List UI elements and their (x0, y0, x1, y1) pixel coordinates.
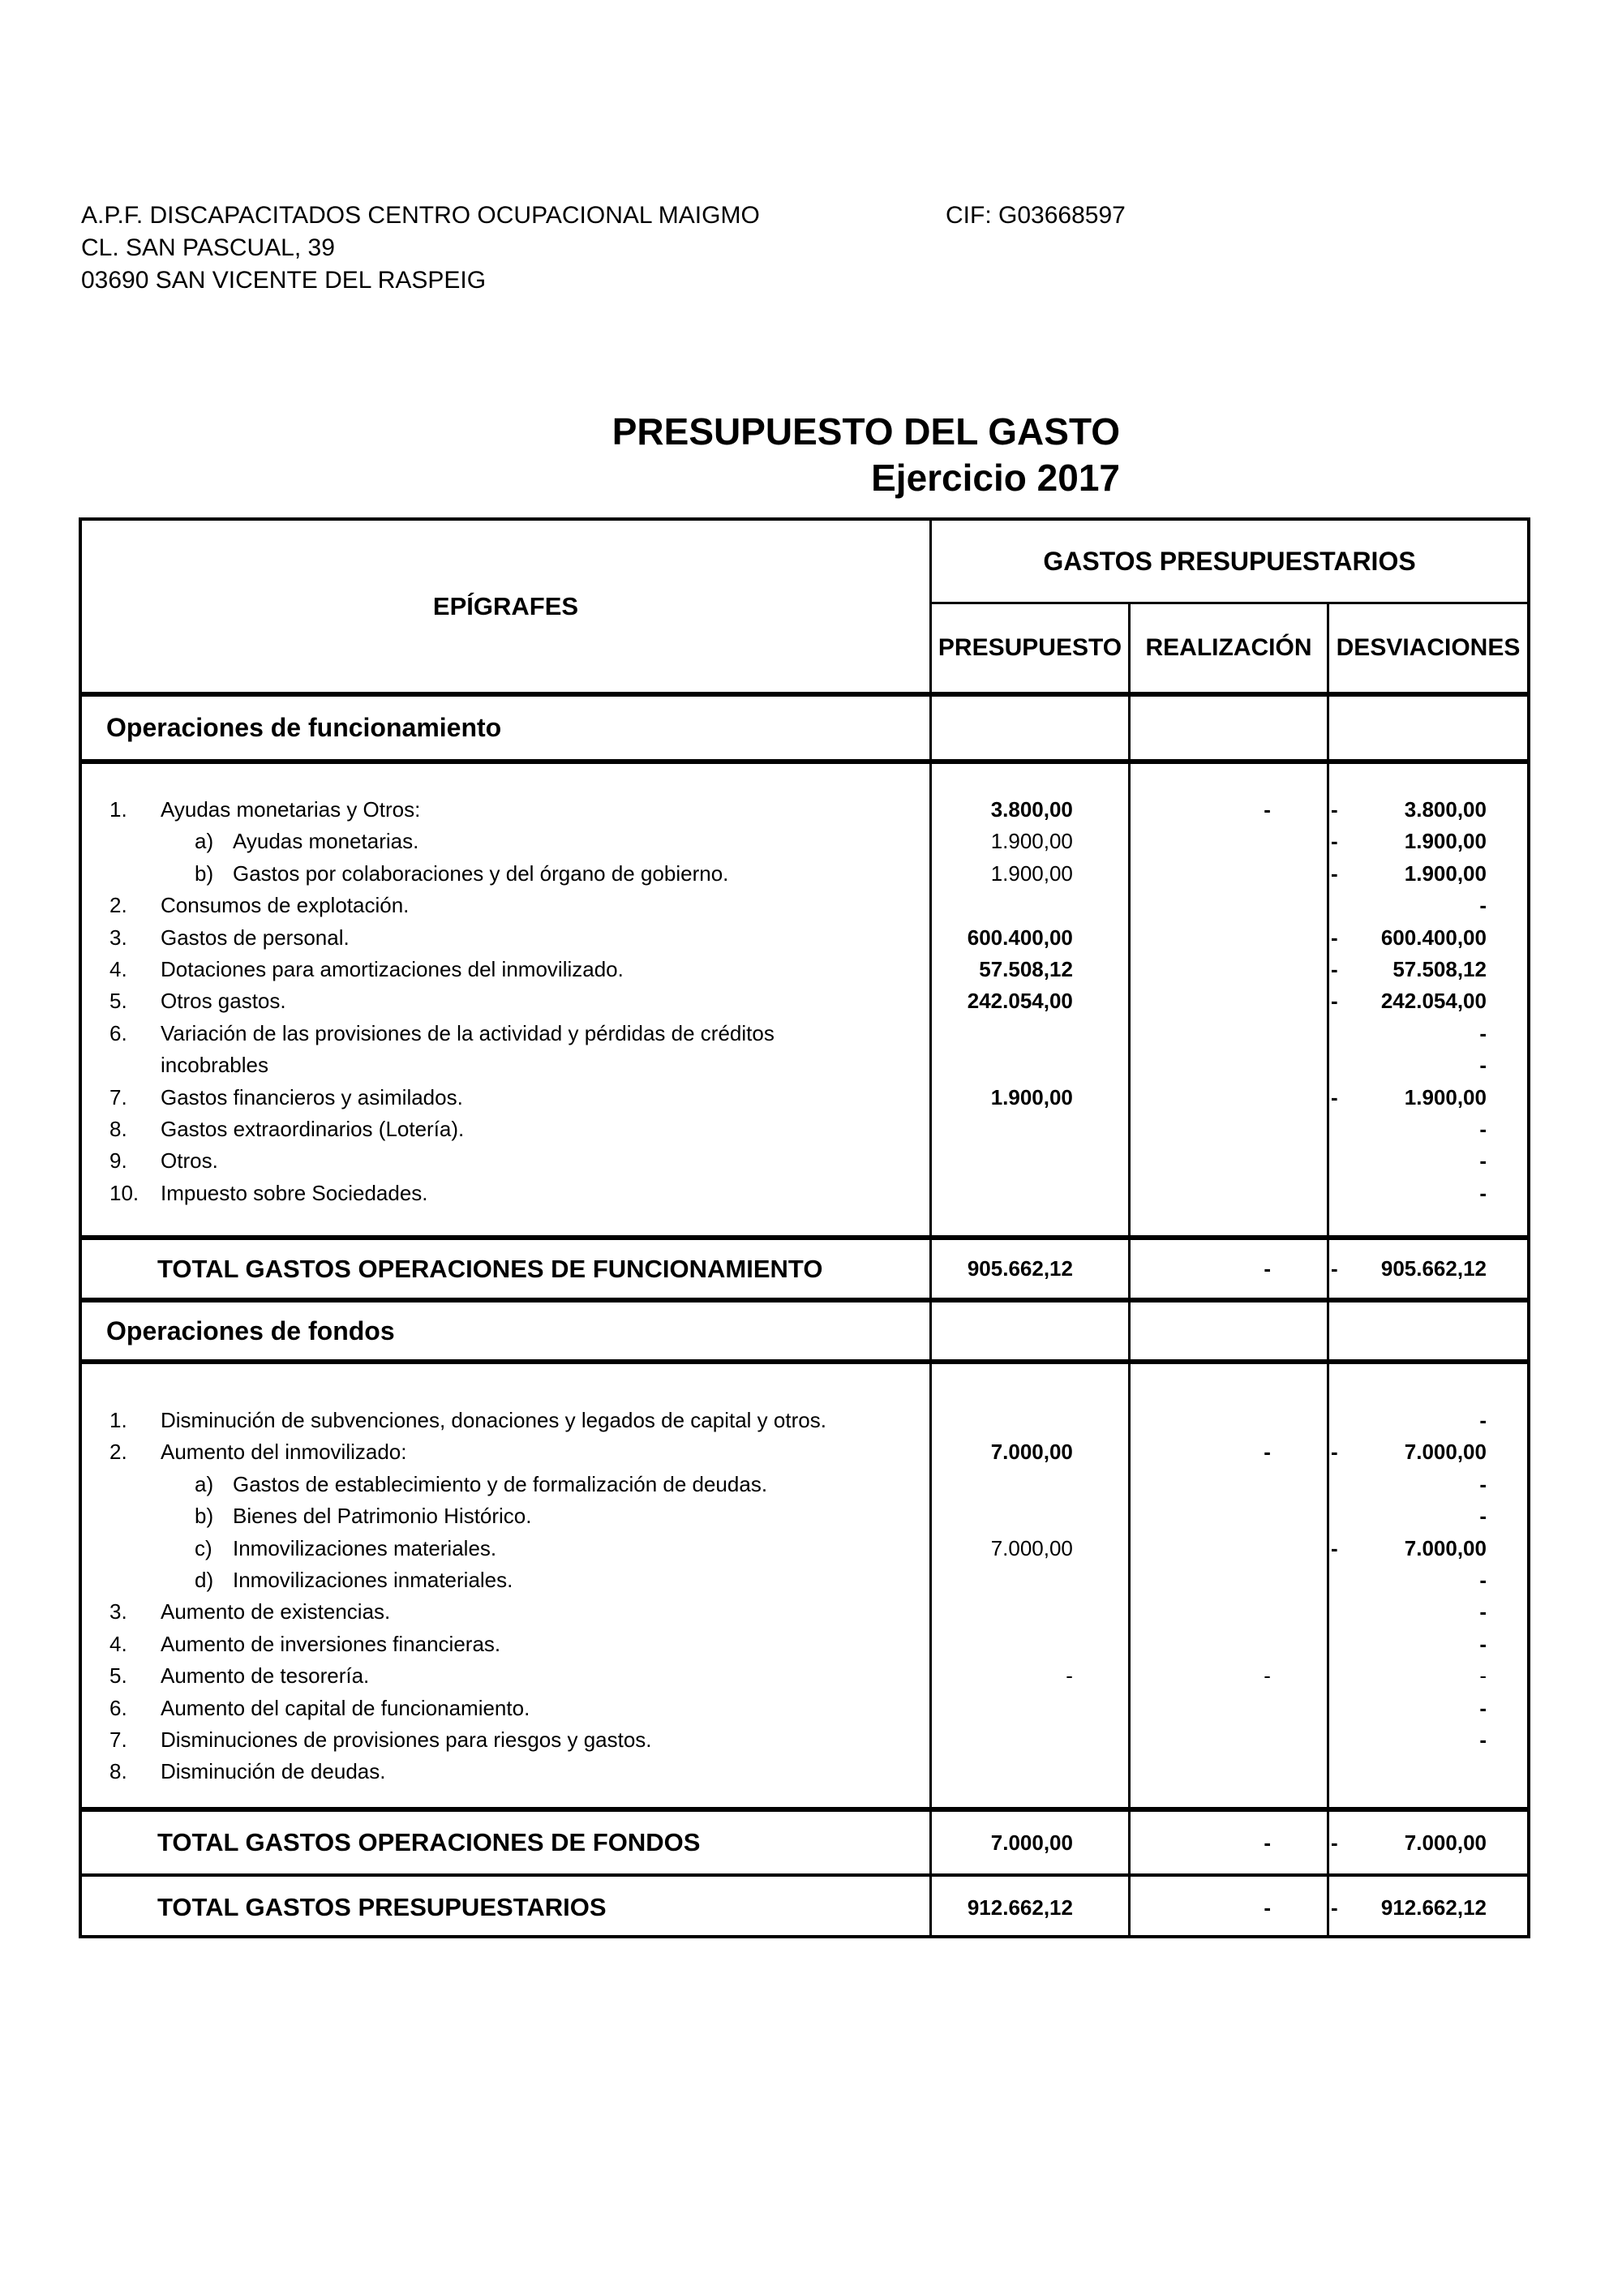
row-number: 3. (109, 1599, 127, 1624)
table-row (82, 1724, 1527, 1756)
section-title-funcionamiento: Operaciones de funcionamiento (106, 713, 502, 742)
table-row (82, 826, 1527, 857)
table-row (82, 985, 1527, 1017)
row-label: Gastos por colaboraciones y del órgano de gobierno. (233, 860, 729, 886)
desviaciones-value: - (1479, 1631, 1487, 1656)
row-label: Gastos de personal. (161, 925, 350, 950)
row-label: Aumento de inversiones financieras. (161, 1631, 501, 1656)
desviaciones-value: 7.000,00 (1404, 1535, 1487, 1560)
desviaciones-value: - (1479, 1663, 1487, 1689)
desviaciones-value: - (1479, 893, 1487, 918)
presupuesto-value: 1.900,00 (990, 860, 1073, 886)
row-number: 7. (109, 1084, 127, 1109)
presupuesto-value: 7.000,00 (990, 1535, 1073, 1560)
table-row (82, 954, 1527, 985)
row-number: 3. (109, 925, 127, 950)
document-title (612, 409, 1120, 501)
desviaciones-dash: - (1330, 925, 1338, 950)
desviaciones-value: - (1479, 1408, 1487, 1432)
header-desviaciones: DESVIACIONES (1336, 634, 1521, 661)
desviaciones-value: 7.000,00 (1404, 1830, 1487, 1855)
table-row (82, 1145, 1527, 1177)
cif-number: CIF: G03668597 (946, 202, 1126, 229)
row-number: 1. (109, 797, 127, 822)
presupuesto-value: 7.000,00 (990, 1830, 1073, 1855)
row-number: c) (195, 1535, 212, 1560)
row-number: b) (195, 860, 214, 886)
row-number: 5. (109, 989, 127, 1014)
row-number: 6. (109, 1695, 127, 1720)
table-row (82, 1082, 1527, 1114)
desviaciones-value: - (1479, 1116, 1487, 1141)
desviaciones-value: 1.900,00 (1404, 860, 1487, 886)
row-label: Ayudas monetarias y Otros: (161, 797, 421, 822)
realizacion-value: - (1264, 1895, 1272, 1920)
presupuesto-value: 57.508,12 (979, 956, 1073, 981)
desviaciones-value: - (1479, 1020, 1487, 1045)
row-label: Aumento del capital de funcionamiento. (161, 1695, 530, 1720)
desviaciones-dash: - (1330, 1084, 1338, 1109)
header-gastos-presupuestarios: GASTOS PRESUPUESTARIOS (1043, 546, 1416, 576)
row-number: 8. (109, 1116, 127, 1141)
budget-table (79, 517, 1530, 1938)
desviaciones-value: - (1479, 1567, 1487, 1592)
desviaciones-value: - (1479, 1148, 1487, 1174)
total-label: TOTAL GASTOS OPERACIONES DE FONDOS (157, 1828, 701, 1856)
desviaciones-dash: - (1330, 1535, 1338, 1560)
desviaciones-dash: - (1331, 1895, 1338, 1920)
desviaciones-value: - (1479, 1599, 1487, 1624)
row-number: d) (195, 1567, 214, 1592)
table-row (82, 1533, 1527, 1564)
row-label: Disminución de subvenciones, donaciones y legados de capital y otros. (161, 1408, 826, 1432)
desviaciones-dash: - (1330, 956, 1338, 981)
row-label: Aumento de existencias. (161, 1599, 391, 1624)
section-title-fondos: Operaciones de fondos (106, 1315, 395, 1345)
org-address: CL. SAN PASCUAL, 39 (81, 234, 335, 261)
row-label: incobrables (161, 1053, 268, 1078)
desviaciones-value: - (1479, 1180, 1487, 1205)
table-row (82, 1756, 1527, 1787)
table-row (82, 1405, 1527, 1436)
presupuesto-value: 242.054,00 (967, 989, 1073, 1014)
table-row (82, 1596, 1527, 1628)
desviaciones-dash: - (1331, 1256, 1338, 1281)
presupuesto-value: 7.000,00 (990, 1440, 1073, 1465)
row-number: a) (195, 829, 214, 854)
org-name-line (81, 200, 1126, 232)
row-label: Gastos de establecimiento y de formalización de deudas. (233, 1471, 768, 1496)
desviaciones-value: 912.662,12 (1380, 1895, 1487, 1920)
row-number: 4. (109, 956, 127, 981)
realizacion-value: - (1264, 1663, 1271, 1689)
presupuesto-value: 600.400,00 (967, 925, 1073, 950)
row-label: Variación de las provisiones de la actividad y pérdidas de créditos (161, 1020, 775, 1045)
desviaciones-value: 7.000,00 (1404, 1440, 1487, 1465)
row-number: 8. (109, 1759, 127, 1784)
title-line-1: PRESUPUESTO DEL GASTO (611, 410, 1120, 453)
header-presupuesto: PRESUPUESTO (938, 634, 1122, 661)
row-label: Consumos de explotación. (161, 893, 410, 918)
desviaciones-dash: - (1330, 1440, 1338, 1465)
org-name: A.P.F. DISCAPACITADOS CENTRO OCUPACIONAL MAIGMO (81, 202, 760, 229)
table-row (82, 1436, 1527, 1468)
header-epigrafes: EPÍGRAFES (432, 591, 579, 620)
desviaciones-dash: - (1331, 1830, 1338, 1855)
row-number: a) (195, 1471, 214, 1496)
row-label: Otros gastos. (161, 989, 286, 1014)
table-row (82, 1469, 1527, 1500)
grand-total-row (82, 1877, 1527, 1938)
section-funcionamiento-rows (82, 759, 1527, 1270)
desviaciones-dash: - (1330, 829, 1338, 854)
table-row (82, 1114, 1527, 1145)
table-row (82, 1500, 1527, 1532)
table-row (82, 1564, 1527, 1596)
row-label: Otros. (161, 1148, 218, 1174)
presupuesto-value: - (1066, 1663, 1073, 1689)
row-label: Disminuciones de provisiones para riesgos y gastos. (161, 1727, 652, 1752)
row-number: 5. (109, 1663, 127, 1689)
desviaciones-value: - (1479, 1053, 1487, 1078)
desviaciones-dash: - (1330, 989, 1338, 1014)
desviaciones-value: 242.054,00 (1380, 989, 1487, 1014)
row-label: Dotaciones para amortizaciones del inmovilizado. (161, 956, 624, 981)
row-number: 10. (109, 1180, 139, 1205)
realizacion-value: - (1264, 1440, 1271, 1465)
section-fondos-rows (82, 1364, 1527, 1848)
table-row (82, 1049, 1527, 1081)
desviaciones-value: 57.508,12 (1392, 956, 1487, 981)
presupuesto-value: 1.900,00 (990, 829, 1073, 854)
row-label: Inmovilizaciones inmateriales. (233, 1567, 513, 1592)
table-row (82, 890, 1527, 921)
row-number: 7. (109, 1727, 127, 1752)
row-label: Gastos extraordinarios (Lotería). (161, 1116, 465, 1141)
presupuesto-value: 1.900,00 (990, 1084, 1073, 1109)
row-label: Bienes del Patrimonio Histórico. (233, 1504, 532, 1529)
row-number: 1. (109, 1408, 127, 1432)
total-label: TOTAL GASTOS OPERACIONES DE FUNCIONAMIENTO (157, 1254, 823, 1283)
desviaciones-dash: - (1330, 797, 1338, 822)
row-label: Aumento del inmovilizado: (161, 1440, 407, 1465)
realizacion-value: - (1264, 1256, 1272, 1281)
total-funcionamiento-row (82, 1240, 1527, 1298)
letterhead (81, 200, 1126, 297)
desviaciones-value: 600.400,00 (1380, 925, 1487, 950)
row-number: 4. (109, 1631, 127, 1656)
header-realizacion: REALIZACIÓN (1145, 634, 1312, 661)
realizacion-value: - (1264, 797, 1271, 822)
title-line-2: Ejercicio 2017 (871, 457, 1120, 499)
table-row (82, 1693, 1527, 1724)
row-label: Aumento de tesorería. (161, 1663, 370, 1689)
row-label: Gastos financieros y asimilados. (161, 1084, 463, 1109)
desviaciones-value: - (1479, 1695, 1487, 1720)
desviaciones-value: - (1479, 1727, 1487, 1752)
table-row (82, 858, 1527, 890)
row-number: 6. (109, 1020, 127, 1045)
realizacion-value: - (1264, 1830, 1272, 1855)
desviaciones-dash: - (1330, 860, 1338, 886)
presupuesto-value: 912.662,12 (967, 1895, 1073, 1920)
desviaciones-value: 1.900,00 (1404, 1084, 1487, 1109)
table-row (82, 1660, 1527, 1692)
total-fondos-row (82, 1812, 1527, 1873)
row-number: 9. (109, 1148, 127, 1174)
row-label: Impuesto sobre Sociedades. (161, 1180, 428, 1205)
row-number: 2. (109, 893, 127, 918)
table-row (82, 1629, 1527, 1660)
desviaciones-value: - (1479, 1471, 1487, 1496)
desviaciones-value: - (1479, 1504, 1487, 1529)
table-row (82, 1018, 1527, 1049)
row-label: Disminución de deudas. (161, 1759, 386, 1784)
row-label: Ayudas monetarias. (233, 829, 419, 854)
table-row (82, 922, 1527, 954)
desviaciones-value: 3.800,00 (1404, 797, 1487, 822)
total-label: TOTAL GASTOS PRESUPUESTARIOS (157, 1893, 607, 1921)
presupuesto-value: 3.800,00 (990, 797, 1073, 822)
row-number: b) (195, 1504, 214, 1529)
presupuesto-value: 905.662,12 (967, 1256, 1073, 1281)
org-city: 03690 SAN VICENTE DEL RASPEIG (81, 267, 487, 294)
table-row (82, 794, 1527, 826)
desviaciones-value: 905.662,12 (1380, 1256, 1487, 1281)
table-row (82, 1178, 1527, 1209)
desviaciones-value: 1.900,00 (1404, 829, 1487, 854)
row-label: Inmovilizaciones materiales. (233, 1535, 497, 1560)
row-number: 2. (109, 1440, 127, 1465)
